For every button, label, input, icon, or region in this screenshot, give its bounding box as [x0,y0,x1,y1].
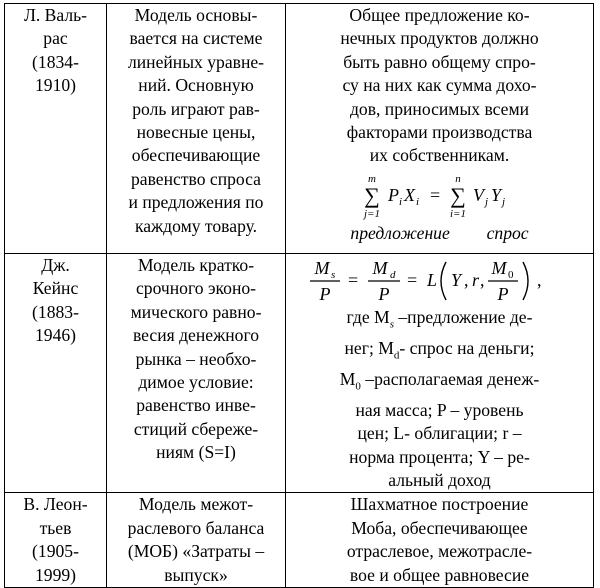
description-line: где $M_s$ –предложение де- [346,307,533,331]
description-cell [286,4,594,254]
var-y: Y [450,270,461,290]
description-line: Моба, обеспечивающее [351,517,528,538]
term-x: X [403,184,415,205]
table-row-leontief [5,493,594,588]
model-cell [107,493,286,588]
author-line: 1999) [34,564,77,585]
var-r: r [471,270,479,290]
model-line: весия денежного [132,325,260,346]
model-line: ний. Основную [138,75,254,96]
equals-sign: = [429,184,440,205]
model-line: раслевого баланса [127,517,265,538]
author-cell [5,493,107,588]
comparison-table [4,3,594,588]
description-cell [286,493,594,588]
term-y-sub: j [501,195,505,208]
description-line: ная масса; P – уровень [355,399,524,420]
author-line: рас [43,28,68,49]
model-line: димое условие: [138,372,254,393]
sum1-lower-limit: j=1 [363,207,380,220]
keynes-formula [286,254,593,306]
sigma-icon: ∑ [449,182,466,208]
description-line: нечных продуктов должно [340,28,539,49]
den-p: P [378,284,389,304]
author-line: В. Леон- [23,494,88,515]
description-line: вое и общее равновесие [349,564,530,585]
term-v: V [472,184,484,205]
den-p: P [497,284,508,304]
num-m-sub-0: 0 [507,269,513,281]
author-line: (1834- [32,51,79,72]
comma: , [463,270,468,290]
description-line: альный доход [388,469,491,490]
model-line: новесные цены, [136,122,256,143]
sigma-icon: ∑ [363,182,380,208]
description-line: Общее предложение ко- [349,5,530,25]
model-line: и предложения по [128,192,264,213]
trailing-comma: , [536,270,541,290]
author-line: 1946) [34,325,77,346]
model-line: вается на системе [129,28,263,49]
caption-supply: предложение [350,222,450,243]
description-line: Шахматное построение [350,494,529,515]
equals-sign: = [347,270,358,290]
model-line: роль играют рав- [132,98,260,119]
sum1-upper-limit: m [367,172,376,185]
table-row-walras [5,4,594,254]
num-m-sub-s: s [330,269,335,281]
model-cell [107,254,286,493]
model-line: обеспечивающие [131,145,261,166]
caption-demand: спрос [486,222,529,243]
term-p-sub: i [398,195,402,208]
description-line: су на них как сумма дохо- [342,75,537,96]
author-line: Дж. [41,255,70,275]
model-line: линейных уравне- [127,51,265,72]
sum2-lower-limit: i=1 [449,207,466,220]
model-line: Модель кратко- [137,255,255,275]
model-line: рынка – необхо- [135,348,257,369]
description-cell [286,254,594,493]
description-line: факторами производства [346,122,533,143]
func-l: L [426,270,437,290]
comma: , [479,270,484,290]
model-line: (МОБ) «Затраты – [127,541,265,562]
num-m: M [372,258,387,278]
description-line: быть равно общему спро- [343,51,536,72]
model-cell [107,4,286,254]
author-line: (1883- [32,301,79,322]
author-line: тьев [39,517,72,538]
description-line: $M_0$ –располагаемая денеж- [339,368,540,393]
author-line: (1905- [32,541,79,562]
walras-formula [286,172,593,220]
model-line: срочного эконо- [135,278,257,299]
model-line: равенство инве- [136,395,256,416]
author-line: Л. Валь- [23,5,88,25]
model-line: Модель основы- [134,5,258,25]
model-line: выпуск» [164,564,228,585]
den-p: P [319,284,330,304]
term-p: P [387,184,399,205]
author-cell [5,254,107,493]
description-line: их собственникам. [369,145,510,166]
model-line: ниям (S=I) [156,442,236,463]
left-paren [441,262,446,300]
author-line: Кейнс [32,278,79,299]
term-y: Y [490,184,501,205]
description-line: дов, приносимых всеми [349,98,530,119]
description-line: отраслевое, межотрасле- [346,541,533,562]
num-m-sub-d: d [389,269,395,281]
model-line: равенство спроса [130,168,261,189]
num-m: M [491,258,506,278]
author-cell [5,4,107,254]
term-x-sub: i [415,195,419,208]
model-line: стиций сбереже- [133,418,259,439]
model-line: каждому товару. [134,215,258,236]
term-v-sub: j [484,195,488,208]
description-line: норма процента; Y – ре- [349,446,530,467]
author-line: 1910) [34,75,77,96]
right-paren [523,262,528,300]
model-line: мического равно- [130,301,262,322]
equals-sign: = [406,270,417,290]
model-line: Модель межот- [138,494,254,515]
table-row-keynes [5,254,594,493]
description-line: нег; $M_d-$ спрос на деньги; [344,337,535,362]
description-line: цен; L- облигации; r – [357,423,522,444]
formula-caption [286,222,593,245]
sum2-upper-limit: n [454,172,461,185]
num-m: M [314,258,329,278]
